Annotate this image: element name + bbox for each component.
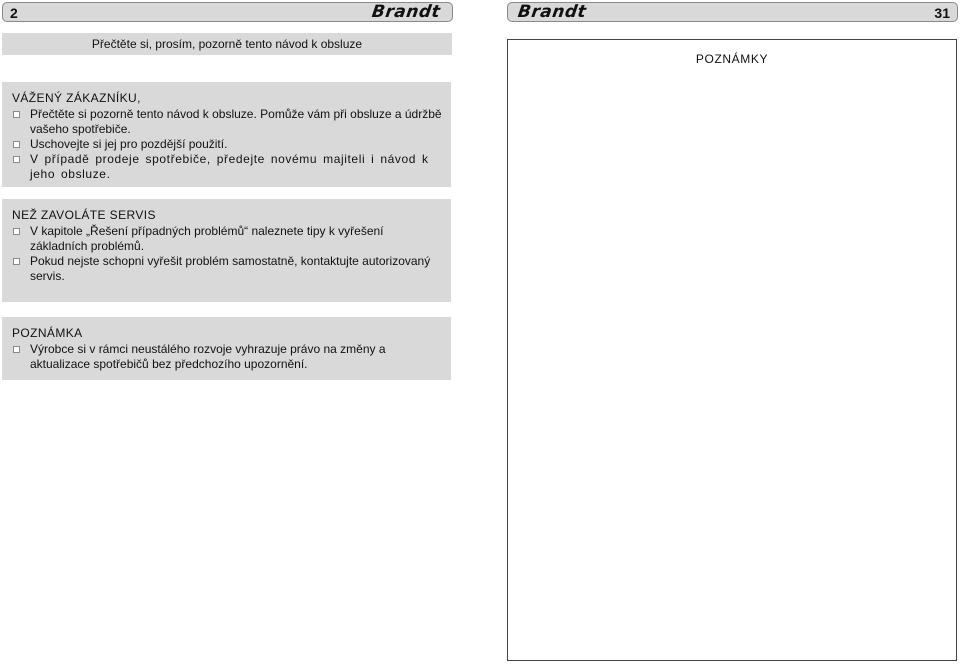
section-heading: NEŽ ZAVOLÁTE SERVIS [12,208,156,222]
brand-logo: Brandt [370,2,442,22]
notes-title: POZNÁMKY [695,52,769,66]
bullet-square-icon [13,156,20,163]
list-item [12,152,442,182]
left-page-number: 2 [10,5,18,21]
right-page-header [507,2,958,22]
section-note [2,317,451,380]
list-item-text: Pokud nejste schopni vyřešit problém samostatně, kontaktujte autorizovaný servis. [30,254,431,283]
bullet-square-icon [13,228,20,235]
list-item [12,224,442,254]
section-dear-customer [2,82,451,187]
list-item [12,342,442,372]
bullet-square-icon [13,111,20,118]
page-title: Přečtěte si, prosím, pozorně tento návod k obsluze [2,33,452,55]
list-item-text: V případě prodeje spotřebiče, předejte novému majiteli i návod k jeho obsluze. [30,152,429,181]
list-item [12,254,442,284]
notes-area [507,39,957,661]
right-page-number: 31 [934,5,950,21]
section-heading: POZNÁMKA [12,326,83,340]
list-item-text: Přečtěte si pozorně tento návod k obsluze. Pomůže vám při obsluze a údržbě vašeho spotřebiče. [30,107,442,136]
bullet-square-icon [13,258,20,265]
bullet-square-icon [13,346,20,353]
list-item-text: V kapitole „Řešení případných problémů“ naleznete tipy k vyřešení základních problémů. [30,224,384,253]
list-item-text: Uschovejte si jej pro pozdější použití. [30,137,228,151]
section-heading: VÁŽENÝ ZÁKAZNÍKU, [12,91,141,105]
section-before-calling-service [2,199,451,302]
list-item [12,137,442,152]
brand-logo: Brandt [516,2,588,22]
left-page-header [2,2,453,22]
list-item-text: Výrobce si v rámci neustálého rozvoje vyhrazuje právo na změny a aktualizace spotřebičů bez předchozího upozornění. [30,342,386,371]
list-item [12,107,442,137]
bullet-square-icon [13,141,20,148]
